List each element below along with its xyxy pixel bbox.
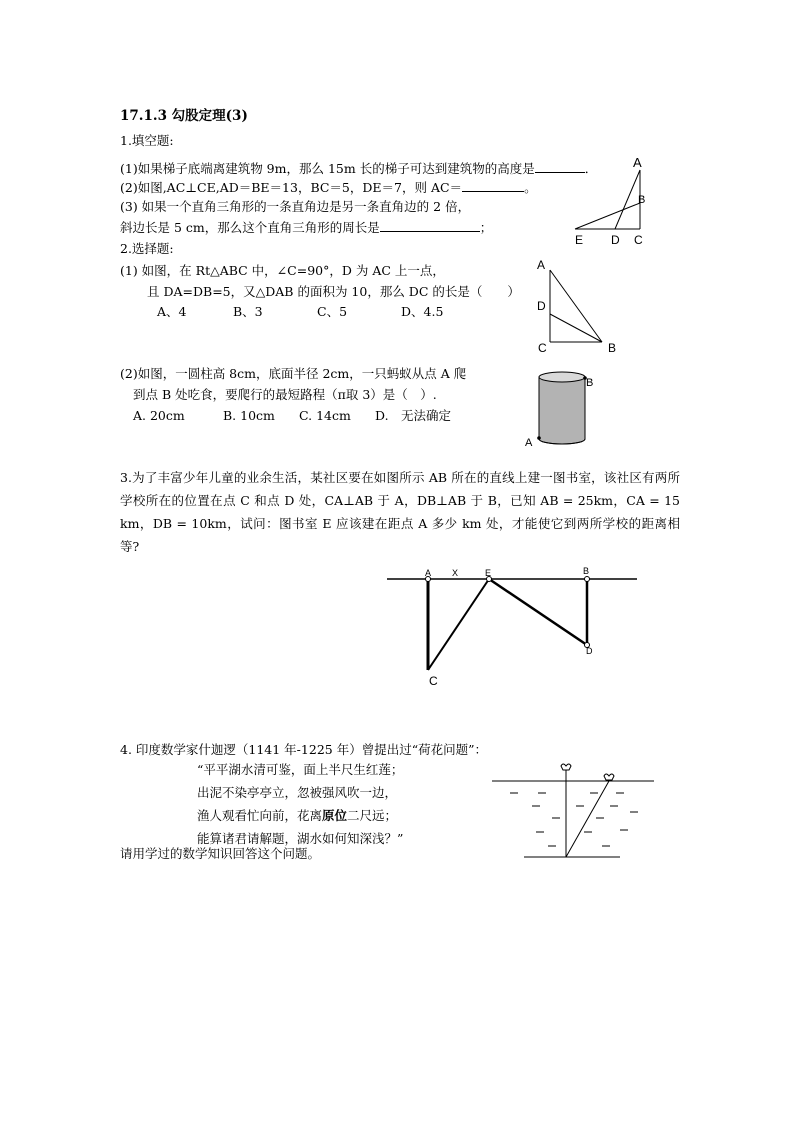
cylinder-figure xyxy=(522,368,602,448)
label-x: X xyxy=(452,568,459,578)
option-d: D. 无法确定 xyxy=(375,408,452,423)
question-1-2-end: 。 xyxy=(524,180,537,195)
label-a: A xyxy=(425,568,432,578)
section1-heading: 1.填空题: xyxy=(120,133,174,148)
label-d: D xyxy=(586,646,593,656)
right-triangle-figure xyxy=(535,258,625,358)
label-b: B xyxy=(638,194,646,206)
option-b: B. 10cm xyxy=(223,408,275,423)
label-e: E xyxy=(485,568,492,578)
lotus-figure xyxy=(492,760,657,865)
question-1-3-text: 斜边长是 5 cm，那么这个直角三角形的周长是 xyxy=(120,220,380,235)
label-e: E xyxy=(575,233,584,247)
segment-ce xyxy=(428,579,489,670)
label-d: D xyxy=(537,299,546,313)
option-a: A. 20cm xyxy=(133,408,185,423)
question-4-closing: 请用学过的数学知识回答这个问题。 xyxy=(120,846,321,861)
question-1-2-text: (2)如图,AC⊥CE,AD＝BE＝13，BC＝5，DE＝7，则 AC＝ xyxy=(120,180,463,195)
question-2-2-options xyxy=(133,408,451,424)
point-b xyxy=(585,577,590,582)
side-ab xyxy=(550,270,602,342)
option-b: B、3 xyxy=(233,304,263,319)
segment-ed xyxy=(489,579,587,645)
poem xyxy=(197,758,403,850)
question-1-1-end: ． xyxy=(584,161,598,176)
question-3-text: 3.为了丰富少年儿童的业余生活，某社区要在如图所示 AB 所在的直线上建一图书室，该社区有两所学校所在的位置在点 C 和点 D 处，CA⊥AB 于 A，DB⊥AB 于 B，已知 AB = 25km，CA = 15 km，DB = 10km，试问：图书室 E 应该建在距点 A 多少 km 处，才能使它到两所学校的距离相等? xyxy=(120,470,680,554)
poem-line-2: 出泥不染亭亭立，忽被强风吹一边， xyxy=(197,785,398,800)
page-title: 17.1.3 勾股定理(3) xyxy=(120,108,248,124)
water-marks xyxy=(510,793,638,846)
option-d: D、4.5 xyxy=(401,304,444,319)
label-c: C xyxy=(429,674,438,688)
label-d: D xyxy=(611,233,620,247)
label-b: B xyxy=(583,566,590,576)
question-1-3-line2 xyxy=(120,219,492,236)
label-b: B xyxy=(586,377,594,389)
question-2-1-options xyxy=(157,304,443,320)
label-a: A xyxy=(525,437,533,449)
answer-blank xyxy=(462,179,524,192)
poem-line-3-end: 二尺远； xyxy=(347,808,398,823)
label-a: A xyxy=(537,258,546,272)
lotus-flower-icon xyxy=(561,764,571,770)
question-4-intro: 4. 印度数学家什迦逻（1141 年-1225 年）曾提出过“荷花问题”： xyxy=(120,742,487,757)
segment-da xyxy=(615,170,640,229)
poem-bold-word: 原位 xyxy=(322,808,348,823)
point-a xyxy=(537,436,541,440)
label-c: C xyxy=(634,233,643,247)
poem-line-1: “平平湖水清可鉴，面上半尺生红莲； xyxy=(197,762,404,777)
segment-eb xyxy=(575,203,640,229)
poem-line-3 xyxy=(197,804,403,827)
option-c: C、5 xyxy=(317,304,348,319)
poem-line-4: 能算诸君请解题，湖水如何知深浅？” xyxy=(197,831,404,846)
question-2-1-line1: (1) 如图，在 Rt△ABC 中，∠C=90°，D 为 AC 上一点， xyxy=(120,263,445,278)
cylinder-body-cover xyxy=(539,377,585,439)
lotus-flower-icon xyxy=(604,774,614,780)
option-a: A、4 xyxy=(157,304,187,319)
question-1-3-end: ； xyxy=(479,220,493,235)
question-2-2-line2: 到点 B 处吃食，要爬行的最短路程（π取 3）是（ ）. xyxy=(133,387,437,402)
poem-line-3-start: 渔人观看忙向前，花离 xyxy=(197,808,323,823)
label-c: C xyxy=(538,341,547,355)
label-b: B xyxy=(608,341,617,355)
option-c: C. 14cm xyxy=(299,408,351,423)
question-1-1-text: (1)如果梯子底端离建筑物 9m，那么 15m 长的梯子可达到建筑物的高度是 xyxy=(120,161,535,176)
question-1-3-line1: (3) 如果一个直角三角形的一条直角边是另一条直角边的 2 倍， xyxy=(120,199,471,214)
label-a: A xyxy=(633,155,642,170)
section2-heading: 2.选择题: xyxy=(120,241,174,256)
question-2-1-line2: 且 DA=DB=5，又△DAB 的面积为 10，那么 DC 的长是（ ） xyxy=(147,284,520,299)
answer-blank xyxy=(380,219,480,232)
question-1-2 xyxy=(120,179,537,196)
cylinder-top xyxy=(539,372,585,382)
library-figure xyxy=(385,565,645,690)
segment-db xyxy=(550,314,602,342)
question-2-2-line1: (2)如图，一圆柱高 8cm，底面半径 2cm，一只蚂蚁从点 A 爬 xyxy=(120,366,467,381)
question-1-1 xyxy=(120,160,597,177)
ladder-triangle-figure xyxy=(570,155,660,250)
